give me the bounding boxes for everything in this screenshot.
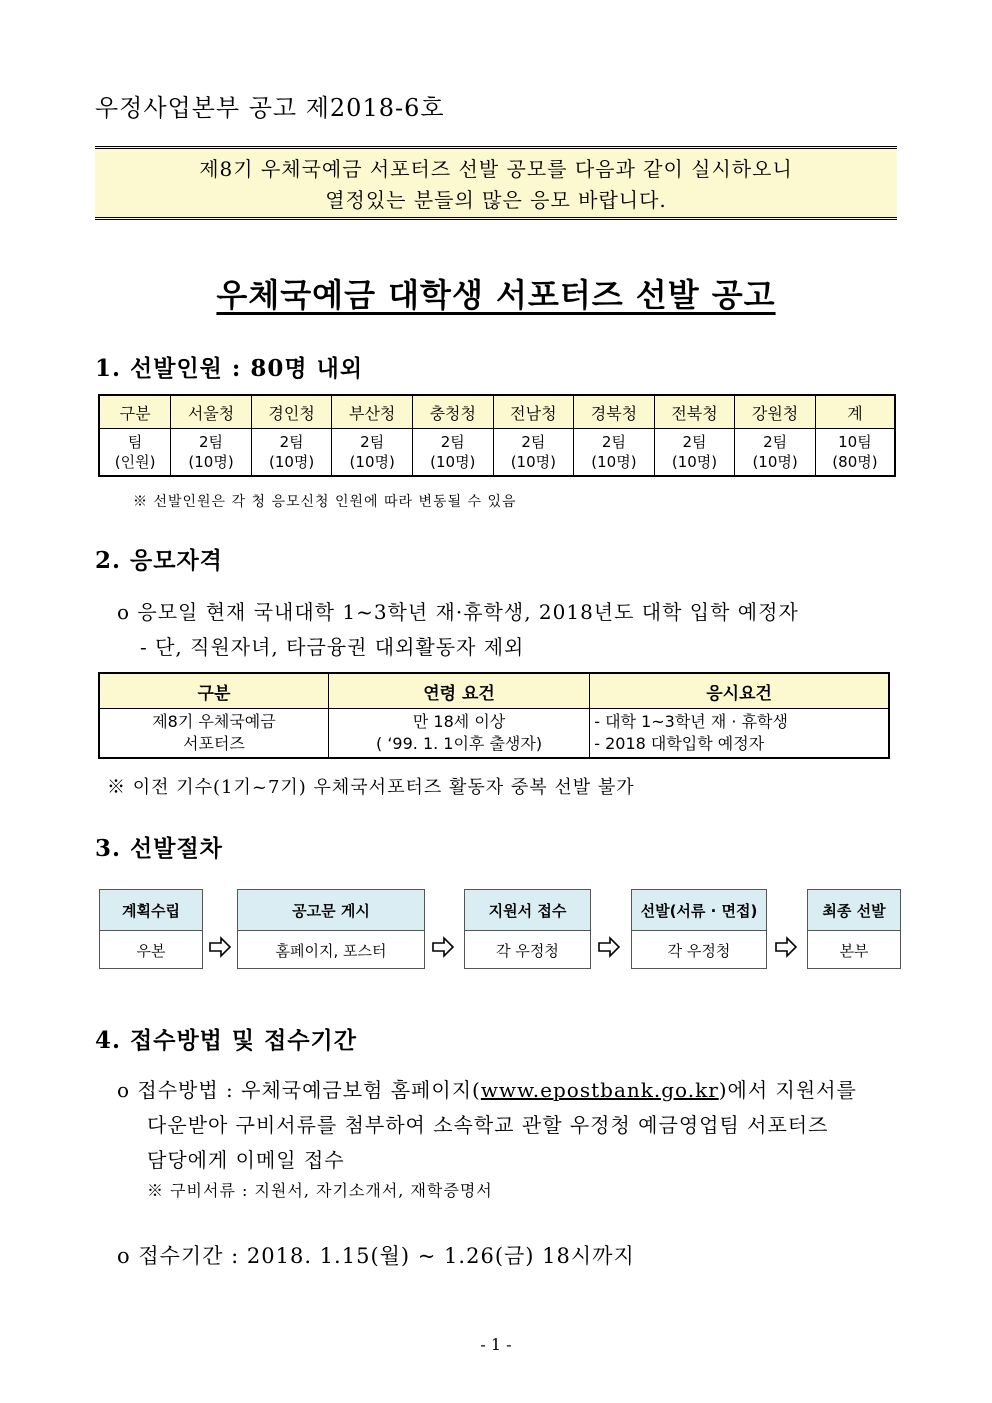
process-step	[807, 889, 901, 969]
table-cell	[654, 429, 735, 477]
table-header-cell: 계	[815, 395, 895, 429]
table-header-cell: 전북청	[654, 395, 735, 429]
table-header-cell: 구분	[99, 395, 171, 429]
eligibility-table	[98, 672, 890, 759]
required-documents-note: ※ 구비서류 : 지원서, 자기소개서, 재학증명서	[147, 1181, 493, 1200]
process-step-title: 지원서 접수	[465, 890, 590, 931]
submission-method-line-2: 다운받아 구비서류를 첨부하여 소속학교 관할 우정청 예금영업팀 서포터즈	[147, 1113, 829, 1137]
main-title	[0, 270, 992, 316]
intro-box	[95, 146, 897, 220]
table-header-row	[99, 673, 889, 709]
table-cell	[412, 429, 493, 477]
table-header-cell: 연령 요건	[328, 673, 589, 709]
section-2-heading: 2. 응모자격	[95, 547, 223, 574]
table-row	[99, 429, 895, 477]
process-step	[237, 889, 425, 969]
process-step	[99, 889, 203, 969]
section-1-heading: 1. 선발인원 : 80명 내외	[95, 355, 364, 382]
cell-line: 2팀	[763, 433, 788, 451]
cell-line: (10명)	[430, 453, 476, 471]
table-cell	[493, 429, 574, 477]
process-step-title: 계획수립	[100, 890, 202, 931]
cell-line: - 대학 1~3학년 재 · 휴학생	[594, 712, 788, 731]
submission-period: o 접수기간 : 2018. 1.15(월) ~ 1.26(금) 18시까지	[117, 1244, 635, 1268]
table-cell	[99, 429, 171, 477]
table-header-cell: 전남청	[493, 395, 574, 429]
table-header-cell: 부산청	[332, 395, 413, 429]
cell-line: (80명)	[832, 453, 878, 471]
table-cell	[574, 429, 655, 477]
section-4-heading: 4. 접수방법 및 접수기간	[95, 1027, 357, 1054]
table-header-cell: 응시요건	[590, 673, 889, 709]
eligibility-bullet: o 응모일 현재 국내대학 1~3학년 재·휴학생, 2018년도 대학 입학 예정자	[117, 600, 799, 624]
table-header-cell: 충청청	[412, 395, 493, 429]
table-cell	[735, 429, 816, 477]
table-cell	[99, 709, 328, 759]
table-cell	[815, 429, 895, 477]
cell-line: 10팀	[838, 433, 872, 451]
cell-line: 2팀	[440, 433, 465, 451]
submission-method-suffix: )에서 지원서를	[718, 1078, 857, 1102]
table-cell	[332, 429, 413, 477]
main-title-text: 우체국예금 대학생 서포터즈 선발 공고	[216, 276, 776, 314]
notice-number: 우정사업본부 공고 제2018-6호	[95, 94, 445, 122]
cell-line: (10명)	[188, 453, 234, 471]
process-step-title: 최종 선발	[808, 890, 900, 931]
page-number: - 1 -	[480, 1335, 512, 1354]
table-cell	[328, 709, 589, 759]
cell-line: (10명)	[510, 453, 556, 471]
cell-line: 2팀	[360, 433, 385, 451]
submission-method-prefix: o 접수방법 : 우체국예금보험 홈페이지(	[117, 1078, 481, 1102]
right-arrow-icon	[208, 935, 232, 959]
cell-line: (10명)	[268, 453, 315, 471]
cell-line: (10명)	[671, 453, 718, 471]
table-header-cell: 서울청	[171, 395, 252, 429]
epostbank-link[interactable]: www.epostbank.go.kr	[480, 1078, 719, 1102]
cell-line: 2팀	[601, 433, 626, 451]
process-step-title: 선발(서류 · 면접)	[632, 890, 766, 931]
table-header-cell: 경북청	[574, 395, 655, 429]
cell-line: 팀	[127, 433, 143, 451]
intro-line-2: 열정있는 분들의 많은 응모 바랍니다.	[325, 188, 667, 212]
table-header-cell: 경인청	[251, 395, 332, 429]
cell-line: 2팀	[279, 433, 304, 451]
cell-line: (10명)	[752, 453, 798, 471]
cell-line: ( ‘99. 1. 1이후 출생자)	[376, 734, 543, 753]
eligibility-exclusion: - 단, 직원자녀, 타금융권 대외활동자 제외	[140, 635, 525, 659]
table-header-row	[99, 395, 895, 429]
table-cell	[590, 709, 889, 759]
right-arrow-icon	[597, 935, 621, 959]
cell-line: 제8기 우체국예금	[152, 712, 276, 731]
cell-line: 2팀	[199, 433, 224, 451]
process-step-body: 우본	[136, 941, 166, 960]
duplicate-selection-note: ※ 이전 기수(1기~7기) 우체국서포터즈 활동자 중복 선발 불가	[107, 777, 635, 798]
process-step-body: 홈페이지, 포스터	[275, 941, 387, 960]
cell-line: (인원)	[114, 453, 156, 471]
cell-line: 만 18세 이상	[412, 712, 506, 731]
process-step-body: 각 우정청	[667, 941, 731, 960]
section-3-heading: 3. 선발절차	[95, 835, 223, 862]
table-header-cell: 구분	[99, 673, 328, 709]
intro-line-1: 제8기 우체국예금 서포터즈 선발 공모를 다음과 같이 실시하오니	[199, 157, 793, 181]
process-step-body: 본부	[839, 941, 869, 960]
submission-method	[117, 1074, 857, 1103]
cell-line: 서포터즈	[183, 734, 245, 753]
table-cell	[251, 429, 332, 477]
table-row	[99, 709, 889, 759]
right-arrow-icon	[431, 935, 455, 959]
cell-line: (10명)	[349, 453, 395, 471]
submission-method-line-3: 담당에게 이메일 접수	[147, 1148, 345, 1172]
process-step-body: 각 우정청	[496, 941, 559, 960]
process-step	[464, 889, 591, 969]
recruitment-table	[98, 394, 896, 477]
cell-line: 2팀	[682, 433, 707, 451]
table-cell	[171, 429, 252, 477]
process-step-title: 공고문 게시	[238, 890, 424, 931]
cell-line: - 2018 대학입학 예정자	[594, 734, 765, 753]
table-header-cell: 강원청	[735, 395, 816, 429]
cell-line: (10명)	[591, 453, 637, 471]
recruitment-note: ※ 선발인원은 각 청 응모신청 인원에 따라 변동될 수 있음	[133, 494, 517, 510]
process-step	[631, 889, 767, 969]
cell-line: 2팀	[521, 433, 546, 451]
right-arrow-icon	[774, 935, 798, 959]
